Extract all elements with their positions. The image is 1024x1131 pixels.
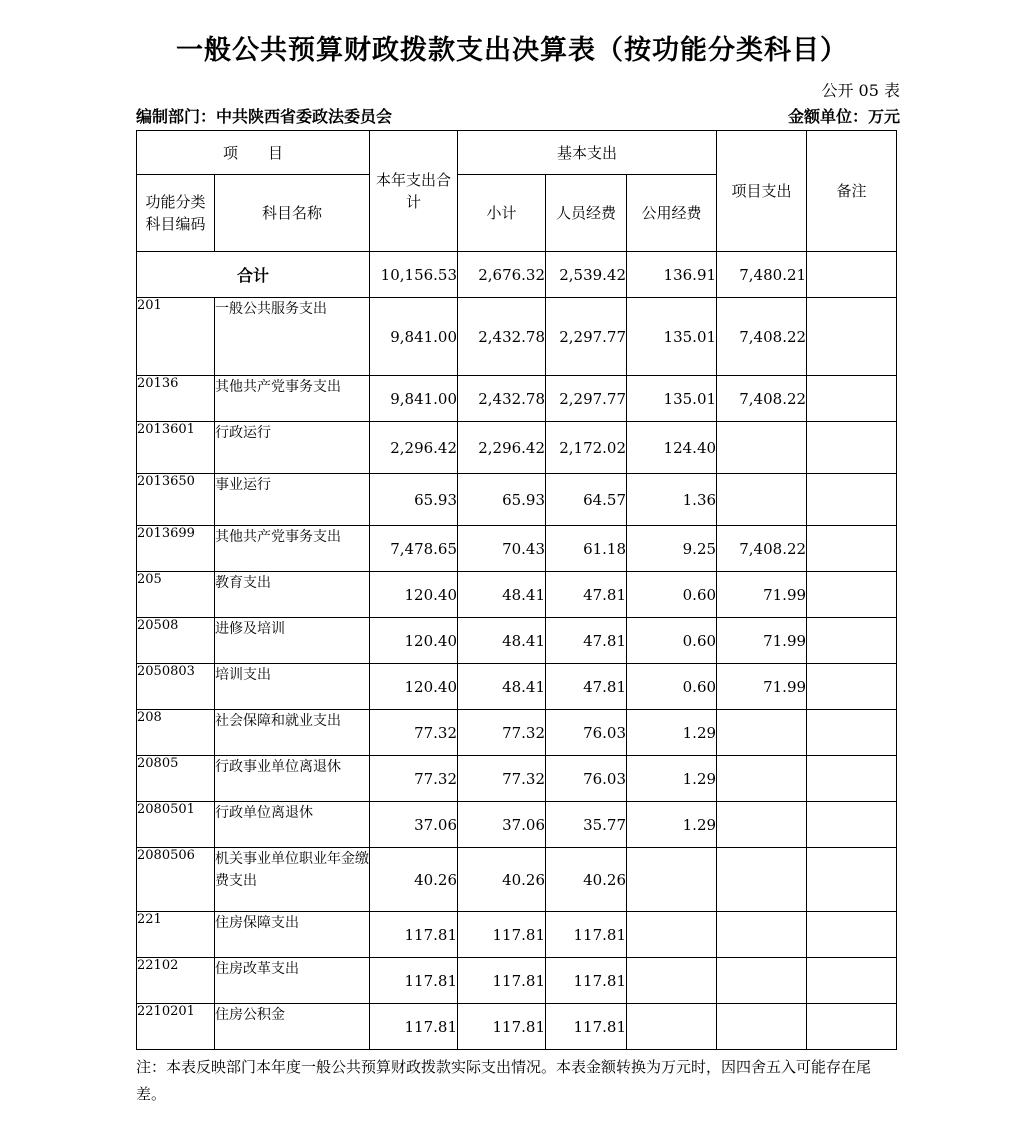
row-remark xyxy=(807,664,897,710)
row-public xyxy=(627,912,717,958)
row-public: 135.01 xyxy=(627,376,717,422)
header-code: 功能分类科目编码 xyxy=(137,175,215,252)
total-subtotal: 2,676.32 xyxy=(458,252,546,298)
row-project xyxy=(717,1004,807,1050)
header-subtotal: 小计 xyxy=(458,175,546,252)
row-code: 201 xyxy=(137,298,215,376)
row-name: 行政单位离退休 xyxy=(215,802,370,848)
row-code: 205 xyxy=(137,572,215,618)
row-subtotal: 2,432.78 xyxy=(458,376,546,422)
row-public xyxy=(627,1004,717,1050)
total-public: 136.91 xyxy=(627,252,717,298)
row-name: 事业运行 xyxy=(215,474,370,526)
row-subtotal: 77.32 xyxy=(458,710,546,756)
row-personnel: 64.57 xyxy=(546,474,627,526)
row-remark xyxy=(807,422,897,474)
header-public: 公用经费 xyxy=(627,175,717,252)
row-project xyxy=(717,710,807,756)
row-public: 124.40 xyxy=(627,422,717,474)
row-public: 9.25 xyxy=(627,526,717,572)
row-total: 120.40 xyxy=(370,572,458,618)
row-remark xyxy=(807,474,897,526)
row-public xyxy=(627,958,717,1004)
row-name: 教育支出 xyxy=(215,572,370,618)
header-item: 项 目 xyxy=(137,131,370,175)
row-subtotal: 2,432.78 xyxy=(458,298,546,376)
row-subtotal: 70.43 xyxy=(458,526,546,572)
total-row xyxy=(137,252,897,298)
total-personnel: 2,539.42 xyxy=(546,252,627,298)
row-name: 一般公共服务支出 xyxy=(215,298,370,376)
row-code: 208 xyxy=(137,710,215,756)
row-personnel: 117.81 xyxy=(546,958,627,1004)
unit-label: 金额单位：万元 xyxy=(787,107,900,126)
row-remark xyxy=(807,572,897,618)
row-code: 2080506 xyxy=(137,848,215,912)
row-subtotal: 65.93 xyxy=(458,474,546,526)
row-public: 1.36 xyxy=(627,474,717,526)
row-total: 77.32 xyxy=(370,710,458,756)
row-subtotal: 117.81 xyxy=(458,912,546,958)
row-public: 1.29 xyxy=(627,756,717,802)
header-name: 科目名称 xyxy=(215,175,370,252)
row-subtotal: 40.26 xyxy=(458,848,546,912)
table-row xyxy=(137,848,897,912)
row-name: 住房公积金 xyxy=(215,1004,370,1050)
row-total: 7,478.65 xyxy=(370,526,458,572)
table-row xyxy=(137,710,897,756)
row-personnel: 2,172.02 xyxy=(546,422,627,474)
row-remark xyxy=(807,912,897,958)
row-personnel: 117.81 xyxy=(546,1004,627,1050)
table-row xyxy=(137,572,897,618)
table-row xyxy=(137,1004,897,1050)
row-name: 住房保障支出 xyxy=(215,912,370,958)
row-remark xyxy=(807,802,897,848)
row-remark xyxy=(807,958,897,1004)
row-code: 2013650 xyxy=(137,474,215,526)
row-name: 行政运行 xyxy=(215,422,370,474)
row-personnel: 76.03 xyxy=(546,710,627,756)
table-row xyxy=(137,802,897,848)
table-row xyxy=(137,474,897,526)
table-row xyxy=(137,664,897,710)
row-personnel: 117.81 xyxy=(546,912,627,958)
row-project xyxy=(717,474,807,526)
row-personnel: 61.18 xyxy=(546,526,627,572)
row-name: 其他共产党事务支出 xyxy=(215,376,370,422)
row-code: 2080501 xyxy=(137,802,215,848)
department-label: 编制部门：中共陕西省委政法委员会 xyxy=(136,107,393,126)
row-code: 2050803 xyxy=(137,664,215,710)
row-total: 65.93 xyxy=(370,474,458,526)
row-total: 117.81 xyxy=(370,958,458,1004)
total-total: 10,156.53 xyxy=(370,252,458,298)
table-row xyxy=(137,756,897,802)
row-subtotal: 2,296.42 xyxy=(458,422,546,474)
row-total: 9,841.00 xyxy=(370,376,458,422)
row-project xyxy=(717,802,807,848)
row-personnel: 2,297.77 xyxy=(546,298,627,376)
row-code: 22102 xyxy=(137,958,215,1004)
table-row xyxy=(137,298,897,376)
row-subtotal: 117.81 xyxy=(458,1004,546,1050)
header-personnel: 人员经费 xyxy=(546,175,627,252)
row-personnel: 76.03 xyxy=(546,756,627,802)
row-total: 40.26 xyxy=(370,848,458,912)
row-total: 117.81 xyxy=(370,912,458,958)
row-total: 120.40 xyxy=(370,664,458,710)
row-remark xyxy=(807,618,897,664)
row-code: 20805 xyxy=(137,756,215,802)
table-row xyxy=(137,618,897,664)
row-total: 2,296.42 xyxy=(370,422,458,474)
table-code: 公开 05 表 xyxy=(821,81,900,100)
table-row xyxy=(137,376,897,422)
total-remark xyxy=(807,252,897,298)
row-total: 120.40 xyxy=(370,618,458,664)
row-name: 住房改革支出 xyxy=(215,958,370,1004)
row-code: 20136 xyxy=(137,376,215,422)
row-project: 71.99 xyxy=(717,664,807,710)
row-project xyxy=(717,848,807,912)
row-public: 1.29 xyxy=(627,710,717,756)
table-row xyxy=(137,422,897,474)
row-public xyxy=(627,848,717,912)
header-remark: 备注 xyxy=(807,131,897,252)
row-remark xyxy=(807,298,897,376)
row-remark xyxy=(807,756,897,802)
row-subtotal: 48.41 xyxy=(458,618,546,664)
row-personnel: 40.26 xyxy=(546,848,627,912)
row-code: 2013601 xyxy=(137,422,215,474)
row-code: 2013699 xyxy=(137,526,215,572)
report-title: 一般公共预算财政拨款支出决算表（按功能分类科目） xyxy=(176,35,848,66)
row-personnel: 35.77 xyxy=(546,802,627,848)
total-project: 7,480.21 xyxy=(717,252,807,298)
row-subtotal: 77.32 xyxy=(458,756,546,802)
row-subtotal: 48.41 xyxy=(458,572,546,618)
row-public: 0.60 xyxy=(627,618,717,664)
header-project: 项目支出 xyxy=(717,131,807,252)
row-project xyxy=(717,958,807,1004)
row-name: 进修及培训 xyxy=(215,618,370,664)
table-row xyxy=(137,912,897,958)
expenditure-table xyxy=(136,130,897,1050)
row-public: 135.01 xyxy=(627,298,717,376)
row-public: 1.29 xyxy=(627,802,717,848)
row-total: 117.81 xyxy=(370,1004,458,1050)
row-code: 2210201 xyxy=(137,1004,215,1050)
total-label: 合计 xyxy=(137,252,370,298)
header-basic: 基本支出 xyxy=(458,131,717,175)
row-project: 71.99 xyxy=(717,572,807,618)
row-personnel: 47.81 xyxy=(546,664,627,710)
row-project: 7,408.22 xyxy=(717,298,807,376)
row-code: 20508 xyxy=(137,618,215,664)
row-project: 7,408.22 xyxy=(717,376,807,422)
row-name: 其他共产党事务支出 xyxy=(215,526,370,572)
row-subtotal: 37.06 xyxy=(458,802,546,848)
row-remark xyxy=(807,526,897,572)
row-project xyxy=(717,422,807,474)
row-project: 71.99 xyxy=(717,618,807,664)
row-public: 0.60 xyxy=(627,572,717,618)
row-total: 77.32 xyxy=(370,756,458,802)
row-total: 37.06 xyxy=(370,802,458,848)
row-remark xyxy=(807,376,897,422)
row-project: 7,408.22 xyxy=(717,526,807,572)
row-code: 221 xyxy=(137,912,215,958)
row-name: 培训支出 xyxy=(215,664,370,710)
row-remark xyxy=(807,710,897,756)
row-project xyxy=(717,912,807,958)
row-name: 社会保障和就业支出 xyxy=(215,710,370,756)
row-project xyxy=(717,756,807,802)
header-total: 本年支出合计 xyxy=(370,131,458,252)
row-remark xyxy=(807,848,897,912)
row-personnel: 2,297.77 xyxy=(546,376,627,422)
row-name: 行政事业单位离退休 xyxy=(215,756,370,802)
row-remark xyxy=(807,1004,897,1050)
row-name: 机关事业单位职业年金缴费支出 xyxy=(215,848,370,912)
row-personnel: 47.81 xyxy=(546,618,627,664)
row-public: 0.60 xyxy=(627,664,717,710)
footnote: 注：本表反映部门本年度一般公共预算财政拨款实际支出情况。本表金额转换为万元时，因四舍五入可能存在尾差。 xyxy=(136,1058,872,1103)
row-total: 9,841.00 xyxy=(370,298,458,376)
table-row xyxy=(137,958,897,1004)
row-personnel: 47.81 xyxy=(546,572,627,618)
row-subtotal: 117.81 xyxy=(458,958,546,1004)
row-subtotal: 48.41 xyxy=(458,664,546,710)
table-row xyxy=(137,526,897,572)
